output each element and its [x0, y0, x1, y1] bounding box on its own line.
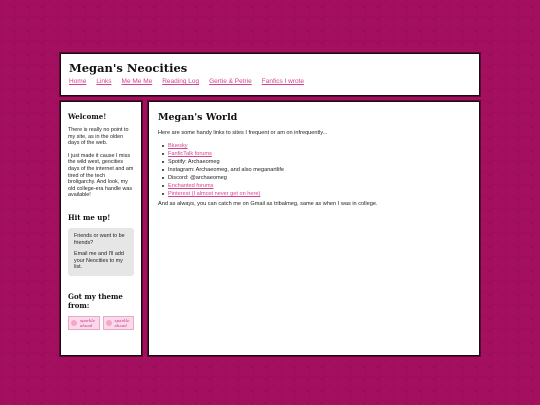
list-item-link[interactable]: FanficTalk forums — [168, 151, 212, 157]
list-item-link[interactable]: Enchanted forums — [168, 183, 214, 189]
nav-link-fanfics[interactable]: Fanfics I wrote — [261, 78, 305, 85]
page-title: Megan's World — [158, 112, 238, 123]
list-item — [168, 190, 470, 198]
sidebar — [60, 101, 142, 356]
list-item-link[interactable]: Bluesky — [168, 143, 188, 149]
links-list — [158, 142, 470, 198]
theme-badge-1[interactable] — [68, 316, 100, 330]
main-content — [148, 101, 480, 356]
nav-link-me-me-me[interactable]: Me Me Me — [121, 78, 153, 85]
list-item — [168, 166, 470, 174]
list-item-link[interactable]: Pinterest (I almost never get on here) — [168, 191, 261, 197]
site-header — [60, 53, 480, 96]
intro-text: Here are some handy links to sites I frequent or am on infrequently... — [158, 130, 328, 136]
welcome-heading: Welcome! — [68, 112, 107, 121]
welcome-text-2: I just made it cause I miss the wild west, geocities days of the internet and am tired of the tech broligarchy. And look, my old college-era handle was available! — [68, 152, 134, 199]
nav-link-home[interactable]: Home — [69, 78, 87, 85]
nav-link-gertie-petrie[interactable]: Gertie & Petrie — [209, 78, 252, 85]
site-title: Megan's Neocities — [69, 61, 188, 75]
outro-text: And as always, you can catch me on Gmail as tribalmeg, same as when I was in college. — [158, 201, 378, 207]
list-item-text: Discord: @archaeomeg — [168, 175, 227, 181]
list-item — [168, 142, 470, 150]
list-item — [168, 158, 470, 166]
theme-badge-2[interactable] — [103, 316, 135, 330]
list-item — [168, 182, 470, 190]
list-item — [168, 174, 470, 182]
welcome-text-1: There is really no point to my site, as in the olden days of the web. — [68, 127, 129, 147]
contact-text-1: Friends or want to be friends? — [74, 232, 125, 246]
nav-link-links[interactable]: Links — [96, 78, 112, 85]
list-item-text: Spotify: Archaeomeg — [168, 159, 220, 165]
contact-card — [68, 228, 134, 276]
list-item — [168, 150, 470, 158]
theme-badge-2-label: sparkle ahead — [114, 317, 130, 328]
contact-heading: Hit me up! — [68, 212, 111, 222]
contact-text-2: Email me and I'll add your Neocities to my list. — [74, 251, 124, 271]
theme-badges — [68, 316, 134, 330]
main-nav — [69, 78, 471, 85]
list-item-text: Instagram: Archaeomeg, and also meganartlife — [168, 167, 284, 173]
theme-credit-heading: Got my theme from: — [68, 291, 123, 310]
theme-badge-1-label: sparkle ahead — [80, 317, 95, 328]
nav-link-reading-log[interactable]: Reading Log — [162, 78, 200, 85]
